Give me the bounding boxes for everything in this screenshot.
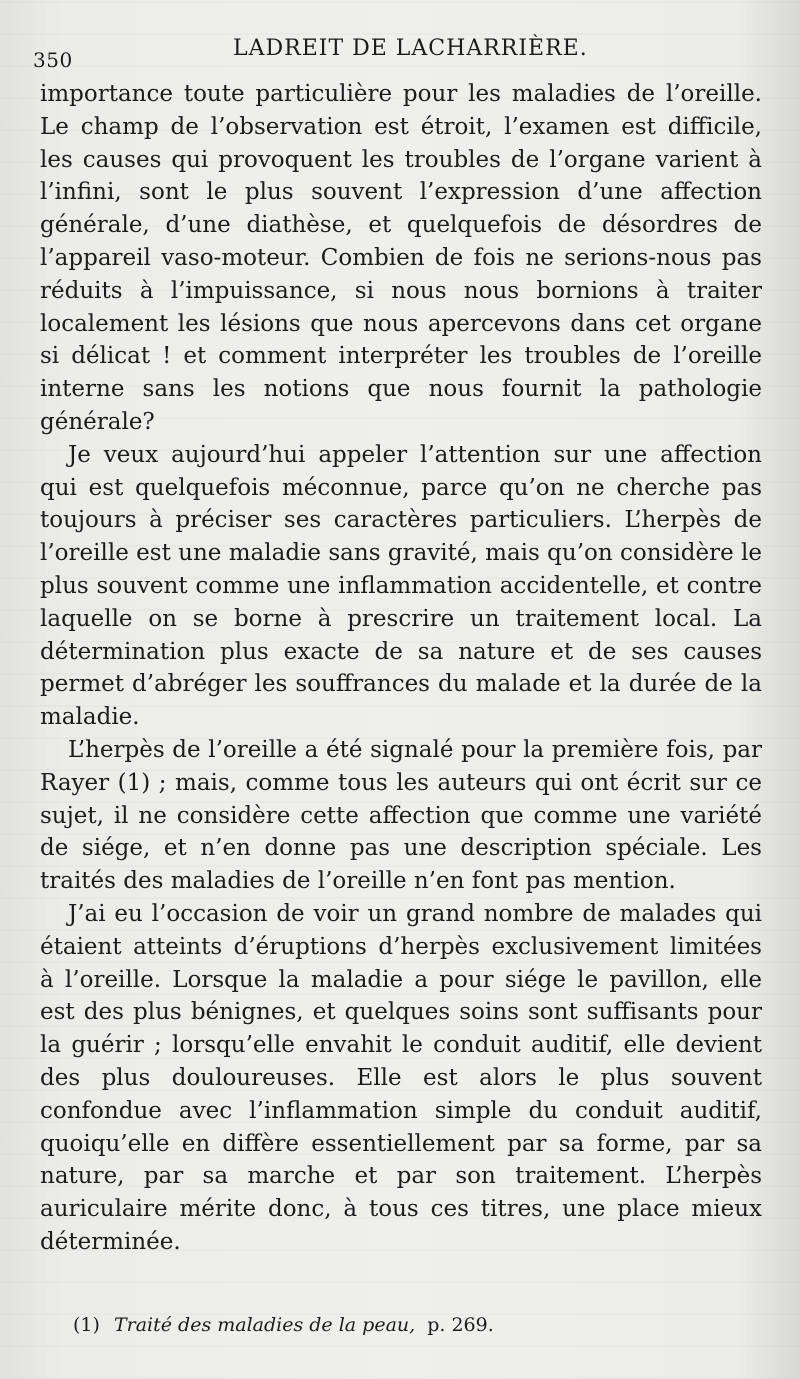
page-number: 350 (33, 48, 73, 72)
paragraph-4: J’ai eu l’occasion de voir un grand nombre de malades qui étaient atteints d’éruptions d’herpès exclusivement limitées à l’oreille. Lorsque la maladie a pour siége le pavillon, elle est des plus bénignes, et quelques soins sont suffisants pour la guérir ; lorsqu’elle envahit le conduit auditif, elle devient des plus douloureuses. Elle est alors le plus souvent confondue avec l’inflammation simple du conduit auditif, quoiqu’elle en diffère essentiellement par sa forme, par sa nature, par sa marche et par son traitement. L’herpès auriculaire mérite donc, à tous ces titres, une place mieux déterminée. (40, 900, 762, 1255)
footnote-number: (1) (73, 1314, 100, 1336)
running-head: LADREIT DE LACHARRIÈRE. (233, 36, 588, 61)
page-header (33, 32, 763, 72)
footnote-title: Traité des maladies de la peau, (113, 1314, 416, 1336)
paragraph-2: Je veux aujourd’hui appeler l’attention sur une affection qui est quelquefois méconnue, parce qu’on ne cherche pas toujours à préciser ses caractères particuliers. L’herpès de l’oreille est une maladie sans gravité, mais qu’on considère le plus souvent comme une inflammation accidentelle, et contre laquelle on se borne à prescrire un traitement local. La détermination plus exacte de sa nature et de ses causes permet d’abréger les souffrances du malade et la durée de la maladie. (40, 441, 762, 731)
footnote-page: p. 269. (427, 1314, 494, 1336)
paragraph-1: importance toute particulière pour les maladies de l’oreille. Le champ de l’observation est étroit, l’examen est difficile, les causes qui provoquent les troubles de l’organe varient à l’infini, sont le plus souvent l’expression d’une affection générale, d’une diathèse, et quelquefois de désordres de l’appareil vaso-moteur. Combien de fois ne serions-nous pas réduits à l’impuissance, si nous nous bornions à traiter localement les lésions que nous apercevons dans cet organe si délicat ! et comment interpréter les troubles de l’oreille interne sans les notions que nous fournit la pathologie générale? (40, 81, 762, 435)
footnote (73, 1314, 494, 1336)
body-text (40, 78, 762, 1259)
paragraph-3: L’herpès de l’oreille a été signalé pour la première fois, par Rayer (1) ; mais, comme tous les auteurs qui ont écrit sur ce sujet, il ne considère cette affection que comme une variété de siége, et n’en donne pas une description spéciale. Les traités des maladies de l’oreille n’en font pas mention. (40, 736, 762, 895)
